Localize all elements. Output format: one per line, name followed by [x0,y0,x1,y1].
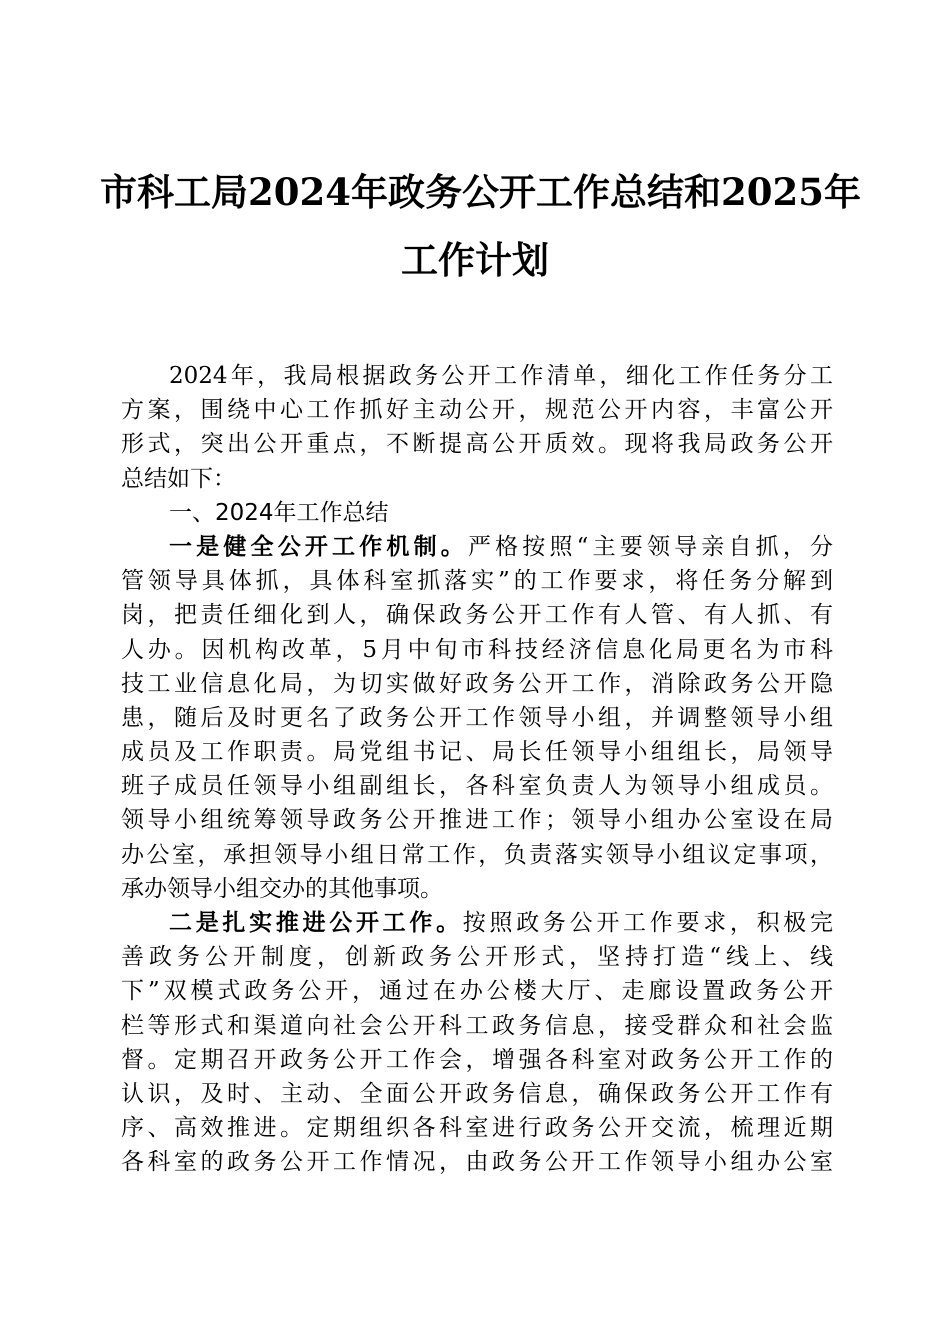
point1-line: 技工业信息化局，为切实做好政务公开工作，消除政务公开隐 [121,670,833,697]
point1-first-line [121,530,833,564]
point1-first-rest: 严格按照“主要领导亲自抓，分 [467,533,834,560]
point1-line: 患，随后及时更名了政务公开工作领导小组，并调整领导小组 [121,704,833,731]
point2-line: 认识，及时、主动、全面公开政务信息，确保政务公开工作有 [121,1080,833,1107]
point1-line: 领导小组统筹领导政务公开推进工作；领导小组办公室设在局 [121,807,833,834]
point1-line: 人办。因机构改革，5月中旬市科技经济信息化局更名为市科 [121,636,833,663]
section-heading: 一、2024年工作总结 [169,499,389,526]
document-title-line-2: 工作计划 [401,238,549,282]
point1-line: 班子成员任领导小组副组长，各科室负责人为领导小组成员。 [121,773,833,800]
point1-line: 管领导具体抓，具体科室抓落实”的工作要求，将任务分解到 [121,568,833,595]
point2-line: 各科室的政务公开工作情况，由政务公开工作领导小组办公室 [121,1149,833,1176]
point2-line: 序、高效推进。定期组织各科室进行政务公开交流，梳理近期 [121,1115,833,1142]
point1-line: 办公室，承担领导小组日常工作，负责落实领导小组议定事项， [121,841,833,868]
point2-lead: 二是扎实推进公开工作。 [169,910,463,936]
intro-line: 形式，突出公开重点，不断提高公开质效。现将我局政务公开 [121,431,833,458]
intro-line: 2024年，我局根据政务公开工作清单，细化工作任务分工 [169,363,833,389]
document-body [121,359,833,1180]
intro-line: 总结如下： [121,465,236,492]
point1-line: 承办领导小组交办的其他事项。 [121,875,443,902]
point2-line: 下”双模式政务公开，通过在办公楼大厅、走廊设置政务公开 [121,978,833,1005]
point2-line: 督。定期召开政务公开工作会，增强各科室对政务公开工作的 [121,1046,833,1073]
point1-lead: 一是健全公开工作机制。 [169,533,468,560]
point2-first-line [121,906,833,940]
point1-line: 岗，把责任细化到人，确保政务公开工作有人管、有人抓、有 [121,602,833,629]
document-title-line-1: 市科工局2024年政务公开工作总结和2025年 [100,170,861,214]
point2-line: 栏等形式和渠道向社会公开科工政务信息，接受群众和社会监 [121,1012,833,1039]
point2-first-rest: 按照政务公开工作要求，积极完 [462,910,834,936]
point2-line: 善政务公开制度，创新政务公开形式，坚持打造“线上、线 [121,944,833,971]
point1-line: 成员及工作职责。局党组书记、局长任领导小组组长，局领导 [121,739,833,766]
intro-line: 方案，围绕中心工作抓好主动公开，规范公开内容，丰富公开 [121,397,833,424]
